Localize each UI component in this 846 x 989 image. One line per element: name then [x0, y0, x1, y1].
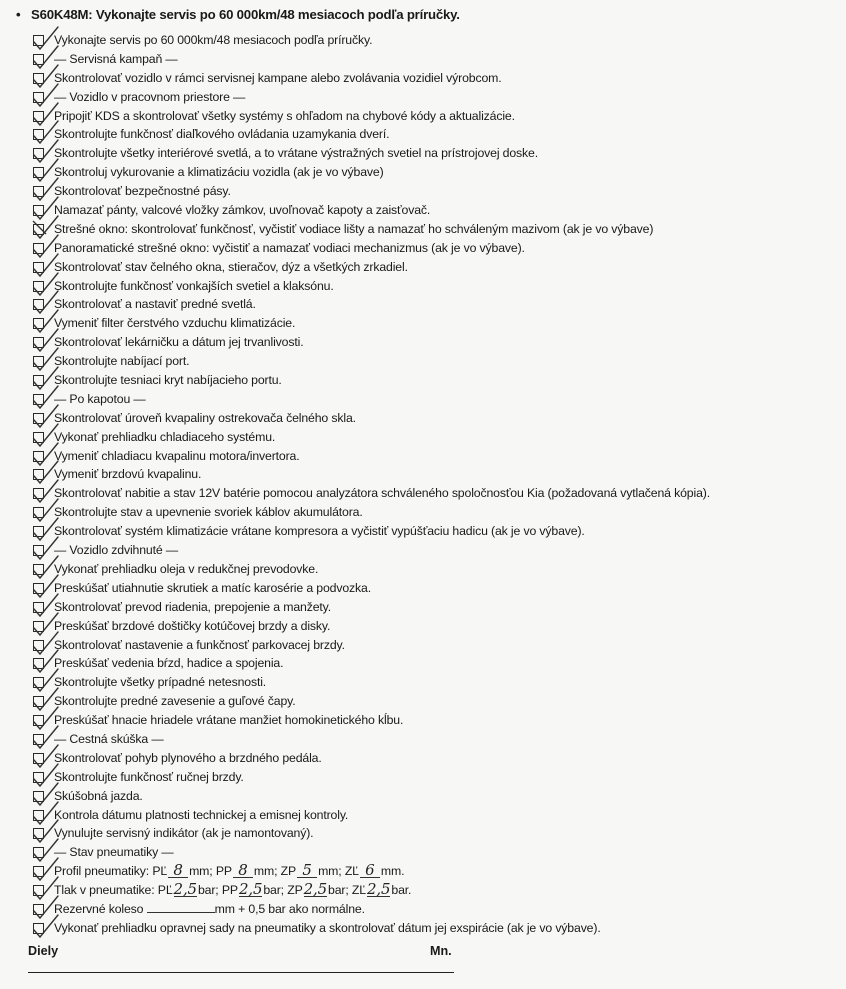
checkbox[interactable] [33, 35, 44, 46]
spare-wheel-rest: mm + 0,5 bar ako normálne. [214, 901, 365, 916]
checklist-item-text: Skontrolovať nabitie a stav 12V batérie pomocou analyzátora schváleného spoločnosťou Kia (požadovaná vytlačená kópia). [54, 486, 710, 501]
checkbox[interactable] [33, 356, 44, 367]
checklist-item-text: Skontrolovať a nastaviť predné svetlá. [54, 297, 256, 312]
checklist-item [30, 503, 840, 522]
checklist-item [30, 692, 840, 711]
checklist-item-text: — Stav pneumatiky — [54, 845, 174, 860]
checklist-item-text: — Servisná kampaň — [54, 51, 178, 66]
checklist-item-text: Vykonať prehliadku oleja v redukčnej prevodovke. [54, 561, 319, 576]
checklist-item-text: Skontrolujte funkčnosť vonkajších svetiel a klaksónu. [54, 278, 334, 293]
checklist-item [30, 258, 840, 277]
checklist-item [30, 371, 840, 390]
tire-position-label: PĽ [152, 864, 168, 879]
checklist-item-text: Skontrolovať prevod riadenia, prepojenie a manžety. [54, 599, 331, 614]
checklist-item [30, 711, 840, 730]
checklist-item [30, 107, 840, 126]
tire-position-label: ZĽ [344, 864, 359, 879]
checklist-item-text: Skontrolovať stav čelného okna, stieračov, dýz a všetkých zrkadiel. [54, 259, 408, 274]
checklist-item-text: Strešné okno: skontrolovať funkčnosť, vyčistiť vodiace lišty a namazať ho schváleným mazivom (ak je vo výbave) [54, 221, 654, 236]
checklist-item-text: Skúšobná jazda. [54, 788, 143, 803]
checklist-item-text: — Po kapotou — [54, 391, 146, 406]
parts-underline [28, 972, 454, 973]
unit-label: mm [253, 864, 275, 879]
checklist-item [30, 636, 840, 655]
tire-position-label: PP [221, 883, 238, 898]
checklist-item-text: — Cestná skúška — [54, 731, 164, 746]
checklist-item [30, 144, 840, 163]
checklist-item-text: Skontrolovať pohyb plynového a brzdného pedála. [54, 750, 322, 765]
checklist-item-text: Skontrolujte stav a upevnenie svoriek káblov akumulátora. [54, 505, 363, 520]
quantity-label: Mn. [430, 944, 452, 958]
tire-pressure-row: Tlak v pneumatike: PĽ2,5bar; PP2,5bar; ZP2,5bar; ZĽ2,5bar. [30, 881, 840, 900]
checklist-item [30, 220, 840, 239]
checklist-item [30, 522, 840, 541]
unit-label: bar [197, 883, 216, 898]
checkbox[interactable] [33, 715, 44, 726]
checkbox[interactable] [33, 923, 44, 934]
checkbox[interactable] [33, 243, 44, 254]
checkbox[interactable] [33, 451, 44, 462]
parts-section [28, 944, 468, 974]
checklist-item-text: Skontrolovať úroveň kvapaliny ostrekovača čelného skla. [54, 410, 356, 425]
checkbox[interactable] [33, 677, 44, 688]
checkbox[interactable] [33, 205, 44, 216]
spare-wheel-row [30, 900, 840, 919]
checklist-item-text: Vykonať prehliadku opravnej sady na pneumatiky a skontrolovať dátum jej exspirácie (ak je vo výbave). [54, 920, 601, 935]
checklist-item [30, 768, 840, 787]
checkbox[interactable] [33, 602, 44, 613]
checklist-item-text: Vykonajte servis po 60 000km/48 mesiacoch podľa príručky. [54, 33, 373, 47]
handwritten-value-field[interactable]: 2,5 [238, 880, 263, 899]
tire-profile-row: Profil pneumatiky: PĽ 8 mm; PP 8 mm; ZP 5 mm; ZĽ 6 mm. [30, 862, 840, 881]
checklist-item-text: Preskúšať vedenia bŕzd, hadice a spojenia. [54, 656, 284, 671]
checklist-item-text: Vykonať prehliadku chladiaceho systému. [54, 429, 276, 444]
checkbox[interactable] [33, 828, 44, 839]
checklist-item-text: — Vozidlo v pracovnom priestore — [54, 89, 246, 104]
spare-wheel-blank-field[interactable] [147, 900, 215, 913]
checklist-item [30, 69, 840, 88]
unit-label: mm [318, 864, 339, 879]
checklist-item-text: Skontrolujte nabíjací port. [54, 354, 190, 369]
checklist-item-text: Skontrolovať systém klimatizácie vrátane kompresora a vyčistiť vypúšťaciu hadicu (ak je vo výbave). [54, 524, 585, 539]
checklist-item [30, 560, 840, 579]
handwritten-value-field[interactable]: 2,5 [173, 880, 197, 899]
handwritten-value-field[interactable]: 2,5 [366, 880, 391, 899]
checkbox[interactable] [33, 148, 44, 159]
tire-pressure-row-label: Tlak v pneumatike: [54, 883, 155, 898]
checkbox[interactable] [33, 696, 44, 707]
checklist-item-text: Preskúšať hnacie hriadele vrátane manžiet homokinetického kĺbu. [54, 713, 404, 728]
checkbox[interactable] [33, 734, 44, 745]
checklist-item [30, 579, 840, 598]
checklist-item-text: Skontrolujte funkčnosť ručnej brzdy. [54, 769, 244, 784]
handwritten-value-field[interactable]: 8 [168, 863, 188, 878]
checklist-item [30, 239, 840, 258]
parts-label: Diely [28, 944, 59, 958]
checklist-item [30, 125, 840, 144]
checklist-item-text: Panoramatické strešné okno: vyčistiť a namazať vodiaci mechanizmus (ak je vo výbave). [54, 240, 525, 255]
tire-position-label: ZP [287, 883, 303, 898]
checkbox[interactable] [33, 73, 44, 84]
checklist-item-text: Skontrolujte všetky interiérové svetlá, a to vrátane výstražných svetiel na prístrojovej doske. [54, 146, 539, 161]
unit-label: bar [328, 883, 346, 898]
checklist-item-text: Skontrolovať vozidlo v rámci servisnej kampane alebo zvolávania vozidiel výrobcom. [54, 70, 502, 85]
checklist-item [30, 598, 840, 617]
checklist-item [30, 730, 840, 749]
checklist-item-text: Skontrolovať bezpečnostné pásy. [54, 184, 231, 199]
checkbox[interactable] [33, 564, 44, 575]
checklist-title: S60K48M: Vykonajte servis po 60 000km/48 mesiacoch podľa príručky. [31, 7, 460, 22]
checkbox[interactable] [33, 583, 44, 594]
checklist-item [30, 465, 840, 484]
checklist-item-text: Kontrola dátumu platnosti technickej a emisnej kontroly. [54, 807, 349, 822]
checkbox[interactable] [33, 262, 44, 273]
checkbox[interactable] [33, 621, 44, 632]
checklist-item [30, 919, 840, 938]
checklist-item-text: Preskúšať brzdové doštičky kotúčovej brzdy a disky. [54, 618, 331, 633]
checkbox[interactable] [33, 791, 44, 802]
checklist-item [30, 163, 840, 182]
checkbox[interactable] [33, 885, 44, 896]
checkbox[interactable] [33, 866, 44, 877]
checkbox[interactable] [33, 488, 44, 499]
checklist-header [16, 7, 460, 22]
checkbox[interactable] [33, 92, 44, 103]
checklist-item [30, 843, 840, 862]
checkbox[interactable] [33, 186, 44, 197]
checklist-item-text: Skontrolujte predné zavesenie a guľové čapy. [54, 694, 296, 709]
spare-wheel-label: Rezervné koleso [54, 901, 144, 916]
checkbox[interactable] [33, 318, 44, 329]
checklist-item-text: Pripojiť KDS a skontrolovať všetky systémy s ohľadom na chybové kódy a aktualizácie. [54, 108, 515, 123]
checkbox[interactable] [33, 337, 44, 348]
checklist-item-text: Skontrolujte všetky prípadné netesnosti. [54, 675, 267, 690]
checklist-item [30, 352, 840, 371]
handwritten-value-field[interactable]: 2,5 [303, 880, 328, 899]
checklist-item [30, 333, 840, 352]
handwritten-value-field[interactable]: 5 [297, 863, 317, 878]
checklist-item-text: Skontrolovať lekárničku a dátum jej trvanlivosti. [54, 335, 304, 350]
checkbox[interactable] [33, 640, 44, 651]
checklist-item-text: Vymeniť chladiacu kvapalinu motora/invertora. [54, 448, 300, 463]
checklist-item [30, 390, 840, 409]
checklist-item [30, 749, 840, 768]
checklist-item [30, 277, 840, 296]
checklist-item-text: Skontroluj vykurovanie a klimatizáciu vozidla (ak je vo výbave) [54, 165, 384, 180]
checklist-item [30, 806, 840, 825]
bullet-icon: • [16, 7, 21, 22]
checkbox[interactable] [33, 281, 44, 292]
checklist-item [30, 428, 840, 447]
checklist-item [30, 654, 840, 673]
checkbox[interactable] [33, 111, 44, 122]
checklist-item [30, 617, 840, 636]
checklist-item-text: Vymeniť filter čerstvého vzduchu klimatizácie. [54, 316, 296, 331]
handwritten-value-field[interactable]: 8 [233, 863, 253, 878]
checkbox[interactable] [33, 413, 44, 424]
checklist-item-text: Skontrolujte funkčnosť diaľkového ovládania uzamykania dverí. [54, 127, 390, 142]
tire-position-label: ZĽ [351, 883, 366, 898]
checklist-item [30, 295, 840, 314]
checklist-item [30, 673, 840, 692]
checklist-item-text: Vynulujte servisný indikátor (ak je namontovaný). [54, 826, 314, 841]
checkbox[interactable] [33, 54, 44, 65]
unit-label: bar [391, 883, 409, 898]
checklist-items [30, 31, 840, 938]
checkbox[interactable] [33, 753, 44, 764]
checkbox[interactable] [33, 847, 44, 858]
checkbox[interactable] [33, 394, 44, 405]
checklist-item [30, 484, 840, 503]
checklist-item [30, 787, 840, 806]
checklist-item-text: Namazať pánty, valcové vložky zámkov, uvoľnovač kapoty a zaisťovač. [54, 203, 431, 218]
checklist-item-text: — Vozidlo zdvihnuté — [54, 543, 178, 558]
checkbox[interactable] [33, 299, 44, 310]
checkbox[interactable] [33, 526, 44, 537]
checkbox[interactable] [33, 772, 44, 783]
tire-position-label: PP [215, 864, 232, 879]
tire-profile-row-label: Profil pneumatiky: [54, 864, 150, 879]
checkbox[interactable] [33, 507, 44, 518]
checkbox[interactable] [33, 545, 44, 556]
checklist-item-text: Vymeniť brzdovú kvapalinu. [54, 467, 202, 482]
checklist-item [30, 201, 840, 220]
checkbox[interactable] [33, 810, 44, 821]
checklist-item [30, 409, 840, 428]
checklist-item [30, 88, 840, 107]
checkbox[interactable] [33, 658, 44, 669]
checkbox[interactable] [33, 904, 44, 915]
unit-label: mm [380, 864, 402, 879]
unit-label: mm [189, 864, 210, 879]
tire-position-label: ZP [280, 864, 297, 879]
unit-label: bar [263, 883, 281, 898]
checklist-item-text: Skontrolovať nastavenie a funkčnosť parkovacej brzdy. [54, 637, 345, 652]
checkbox[interactable] [33, 432, 44, 443]
handwritten-value-field[interactable]: 6 [360, 863, 380, 878]
checklist-item [30, 182, 840, 201]
checkbox[interactable] [33, 469, 44, 480]
checkbox[interactable] [33, 167, 44, 178]
checklist-item-text: Skontrolujte tesniaci kryt nabíjacieho portu. [54, 373, 282, 388]
checklist-item-text: Preskúšať utiahnutie skrutiek a matíc karosérie a podvozka. [54, 580, 372, 595]
checklist-item [30, 541, 840, 560]
checklist-item [30, 31, 840, 50]
checklist-item [30, 50, 840, 69]
tire-position-label: PĽ [157, 883, 173, 898]
checkbox[interactable] [33, 375, 44, 386]
checkbox[interactable] [33, 129, 44, 140]
checklist-item [30, 824, 840, 843]
checkbox[interactable] [33, 224, 44, 235]
checklist-item [30, 447, 840, 466]
checklist-item [30, 314, 840, 333]
